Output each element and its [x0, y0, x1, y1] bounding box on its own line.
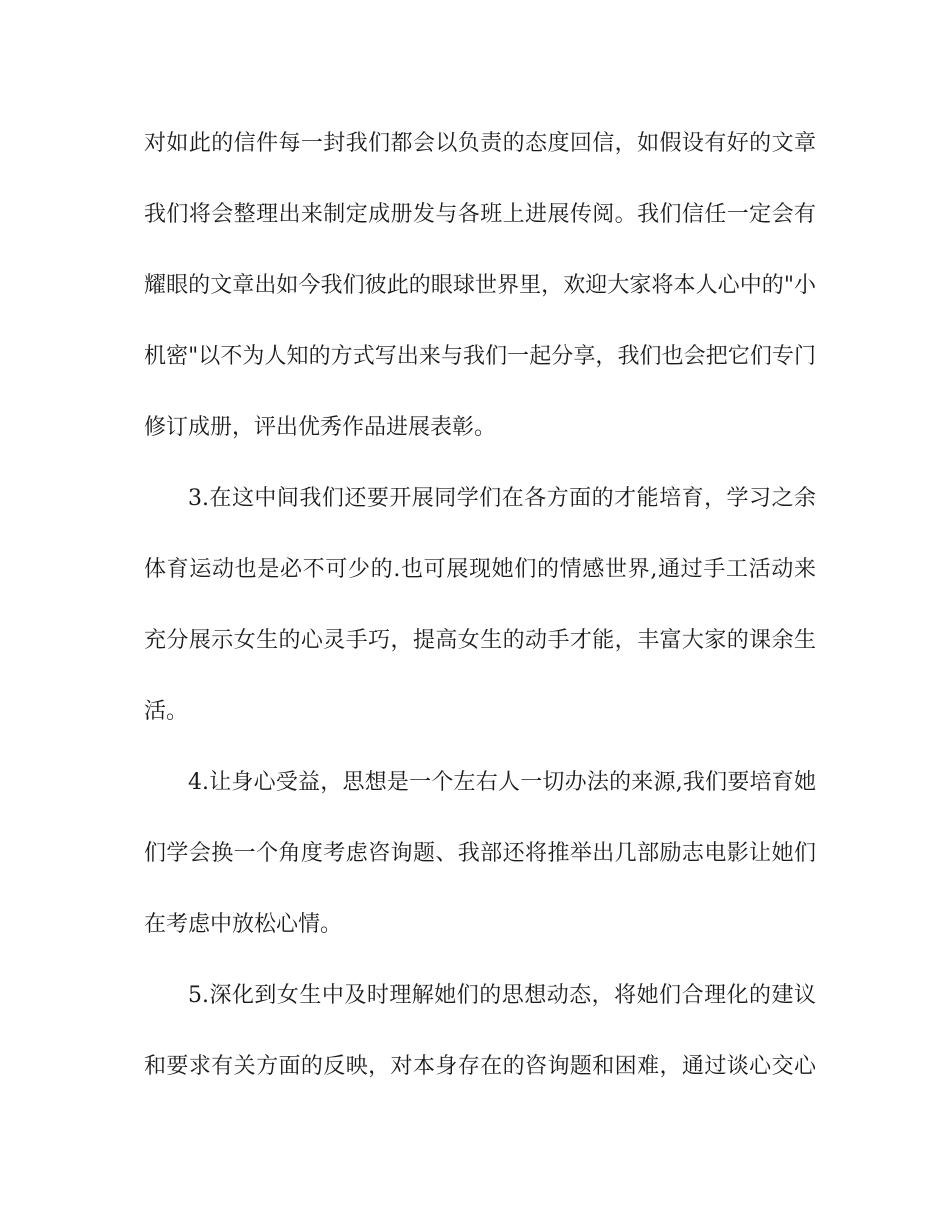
text-line: 体育运动也是必不可少的.也可展现她们的情感世界,通过手工活动来: [144, 557, 816, 582]
text-line: 3.在这中间我们还要开展同学们在各方面的才能培育，学习之余: [188, 486, 816, 511]
text-line: 我们将会整理出来制定成册发与各班上进展传阅。我们信任一定会有: [144, 202, 816, 227]
text-line: 4.让身心受益，思想是一个左右人一切办法的来源,我们要培育她: [188, 770, 816, 795]
text-line: 耀眼的文章出如今我们彼此的眼球世界里，欢迎大家将本人心中的"小: [144, 273, 816, 298]
text-line: 修订成册，评出优秀作品进展表彰。: [144, 415, 497, 440]
text-line: 5.深化到女生中及时理解她们的思想动态，将她们合理化的建议: [188, 983, 816, 1008]
text-line: 们学会换一个角度考虑咨询题、我部还将推举出几部励志电影让她们: [144, 841, 816, 866]
text-line: 充分展示女生的心灵手巧，提高女生的动手才能，丰富大家的课余生: [144, 628, 816, 653]
text-line: 在考虑中放松心情。: [144, 912, 343, 937]
text-line: 和要求有关方面的反映，对本身存在的咨询题和困难，通过谈心交心: [144, 1054, 816, 1079]
text-line: 机密"以不为人知的方式写出来与我们一起分享，我们也会把它们专门: [144, 344, 816, 369]
text-line: 对如此的信件每一封我们都会以负责的态度回信，如假设有好的文章: [144, 131, 816, 156]
text-line: 活。: [144, 699, 189, 724]
